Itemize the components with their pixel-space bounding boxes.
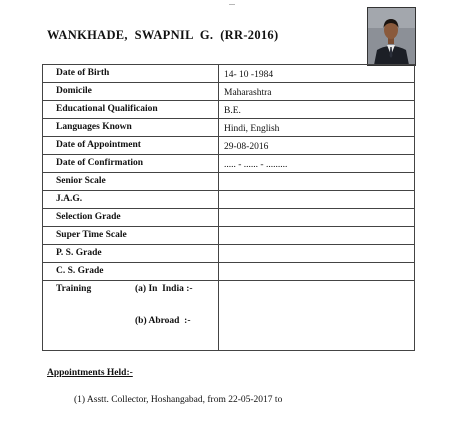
officer-name-heading: WANKHADE, SWAPNIL G. (RR-2016) xyxy=(47,28,279,42)
detail-row xyxy=(43,191,415,209)
detail-row xyxy=(43,245,415,263)
detail-label: P. S. Grade xyxy=(43,245,219,263)
page-top-mark: ... xyxy=(229,0,235,7)
detail-label: C. S. Grade xyxy=(43,263,219,281)
training-label-cell xyxy=(43,281,219,351)
appointments-heading: Appointments Held:- xyxy=(47,368,133,378)
training-india-label: (a) In India :- xyxy=(135,284,193,294)
detail-row xyxy=(43,119,415,137)
detail-label: Super Time Scale xyxy=(43,227,219,245)
detail-row xyxy=(43,65,415,83)
detail-row xyxy=(43,137,415,155)
detail-row xyxy=(43,173,415,191)
detail-label: Senior Scale xyxy=(43,173,219,191)
detail-row xyxy=(43,209,415,227)
detail-label: J.A.G. xyxy=(43,191,219,209)
detail-label: Date of Confirmation xyxy=(43,155,219,173)
detail-value: Hindi, English xyxy=(219,119,415,137)
officer-photo xyxy=(367,7,416,66)
detail-row xyxy=(43,227,415,245)
detail-row xyxy=(43,83,415,101)
detail-value: Maharashtra xyxy=(219,83,415,101)
detail-label: Educational Qualificaion xyxy=(43,101,219,119)
detail-label: Selection Grade xyxy=(43,209,219,227)
detail-row xyxy=(43,155,415,173)
detail-value xyxy=(219,173,415,191)
training-row xyxy=(43,281,415,351)
detail-value: B.E. xyxy=(219,101,415,119)
training-abroad-label: (b) Abroad :- xyxy=(135,316,191,326)
detail-value xyxy=(219,191,415,209)
detail-label: Languages Known xyxy=(43,119,219,137)
detail-label: Date of Appointment xyxy=(43,137,219,155)
training-value-cell xyxy=(219,281,415,351)
officer-details-table xyxy=(42,64,415,351)
training-label: Training xyxy=(56,284,92,294)
appointment-item: (1) Asstt. Collector, Hoshangabad, from 22-05-2017 to xyxy=(74,395,283,405)
detail-label: Domicile xyxy=(43,83,219,101)
detail-value xyxy=(219,263,415,281)
portrait-icon xyxy=(368,8,415,65)
detail-value: ..... - ...... - ......... xyxy=(219,155,415,173)
detail-row xyxy=(43,101,415,119)
detail-row xyxy=(43,263,415,281)
detail-value xyxy=(219,245,415,263)
detail-label: Date of Birth xyxy=(43,65,219,83)
detail-value xyxy=(219,209,415,227)
detail-value: 14- 10 -1984 xyxy=(219,65,415,83)
detail-value: 29-08-2016 xyxy=(219,137,415,155)
detail-value xyxy=(219,227,415,245)
